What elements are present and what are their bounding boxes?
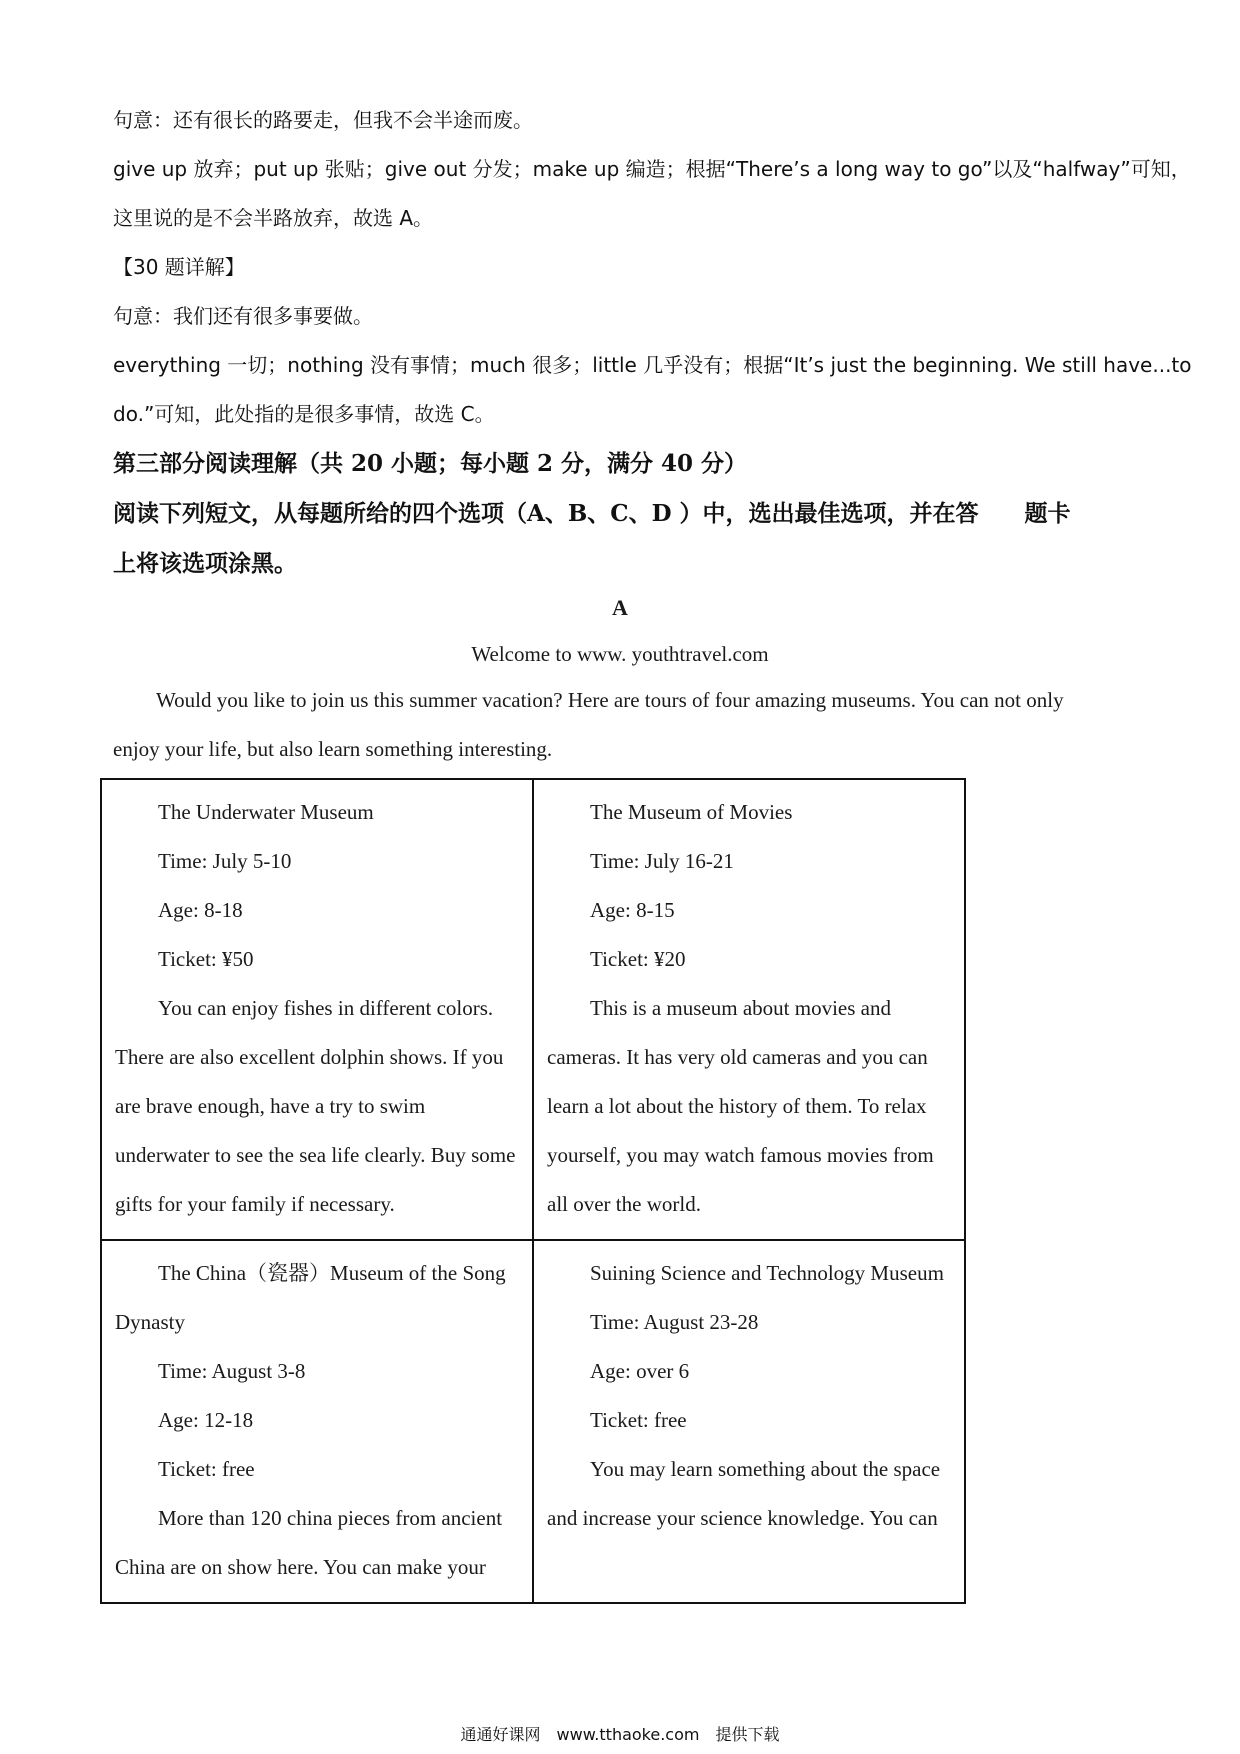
section-instruction-line-1: 阅读下列短文，从每题所给的四个选项（A、B、C、D ）中，选出最佳选项，并在答 题卡 — [113, 500, 1071, 527]
museum-name: The Museum of Movies — [590, 800, 793, 824]
museum-name: The China（瓷器）Museum of the Song Dynasty — [115, 1261, 506, 1334]
museum-age: Age: 12-18 — [158, 1408, 254, 1432]
museum-description: You can enjoy fishes in different colors. There are also excellent dolphin shows. If you are brave enough, have a try to swim underwater to see the sea life clearly. Buy some gifts for your family if necessary. — [115, 996, 516, 1216]
table-row — [101, 1240, 965, 1603]
museum-ticket: Ticket: free — [158, 1457, 255, 1481]
museum-name: Suining Science and Technology Museum — [590, 1261, 944, 1285]
museum-name: The Underwater Museum — [158, 800, 374, 824]
section-title: 第三部分阅读理解（共 20 小题；每小题 2 分，满分 40 分） — [113, 450, 748, 477]
museum-ticket: Ticket: free — [590, 1408, 687, 1432]
museum-time: Time: August 3-8 — [158, 1359, 306, 1383]
passage-heading: Welcome to www. youthtravel.com — [471, 642, 769, 666]
museum-time: Time: July 16-21 — [590, 849, 734, 873]
section-instruction-line-2: 上将该选项涂黑。 — [113, 550, 297, 577]
museum-cell-underwater — [101, 779, 533, 1240]
museum-age: Age: over 6 — [590, 1359, 690, 1383]
passage-intro-line-2: enjoy your life, but also learn something interesting. — [113, 737, 553, 761]
museum-cell-movies — [533, 779, 965, 1240]
museum-age: Age: 8-18 — [158, 898, 243, 922]
passage-intro-line-1: Would you like to join us this summer vacation? Here are tours of four amazing museums. You can not only — [156, 688, 1064, 712]
museum-age: Age: 8-15 — [590, 898, 675, 922]
explanation-line-6: everything 一切；nothing 没有事情；much 很多；little 几乎没有；根据“It’s just the beginning. We still have...to — [113, 353, 1192, 377]
explanation-line-3: 这里说的是不会半路放弃，故选 A。 — [113, 206, 434, 230]
question-30-heading: 【30 题详解】 — [113, 255, 245, 279]
table-row — [101, 779, 965, 1240]
explanation-line-7: do.”可知，此处指的是很多事情，故选 C。 — [113, 402, 495, 426]
museum-description: This is a museum about movies and cameras. It has very old cameras and you can learn a lot about the history of them. To relax yourself, you may watch famous movies from all over the world. — [547, 996, 934, 1216]
passage-label: A — [612, 595, 628, 620]
museum-description: More than 120 china pieces from ancient China are on show here. You can make your — [115, 1506, 503, 1579]
museum-cell-science — [533, 1240, 965, 1603]
page-footer: 通通好课网 www.tthaoke.com 提供下载 — [460, 1725, 780, 1744]
explanation-line-5: 句意：我们还有很多事要做。 — [113, 304, 373, 328]
explanation-line-2: give up 放弃；put up 张贴；give out 分发；make up 编造；根据“There’s a long way to go”以及“halfway”可知， — [113, 157, 1191, 181]
museum-table — [100, 778, 966, 1604]
explanation-line-1: 句意：还有很长的路要走，但我不会半途而废。 — [113, 108, 533, 132]
museum-cell-china — [101, 1240, 533, 1603]
museum-ticket: Ticket: ¥50 — [158, 947, 254, 971]
museum-description: You may learn something about the space and increase your science knowledge. You can — [547, 1457, 941, 1530]
museum-time: Time: August 23-28 — [590, 1310, 759, 1334]
museum-time: Time: July 5-10 — [158, 849, 292, 873]
museum-ticket: Ticket: ¥20 — [590, 947, 686, 971]
